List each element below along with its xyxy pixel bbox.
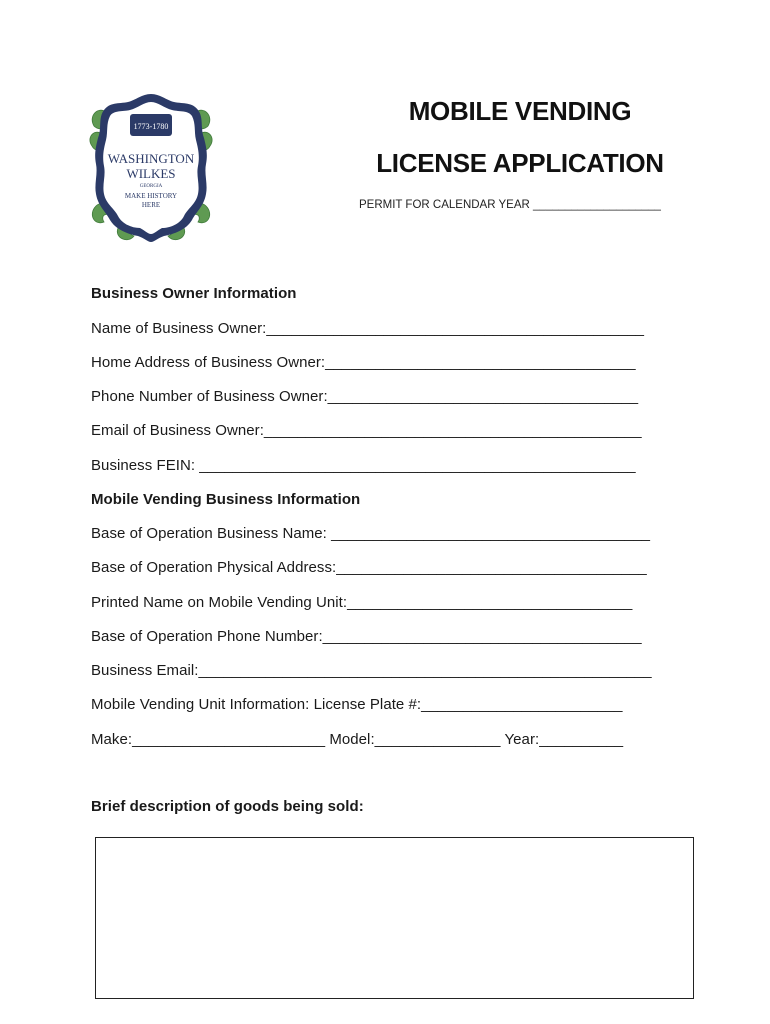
form-title-line1: MOBILE VENDING	[408, 96, 632, 126]
logo-tagline-line1: MAKE HISTORY	[124, 192, 178, 200]
owner-phone-field[interactable]: Phone Number of Business Owner:_____________________________________	[91, 388, 639, 405]
logo-year-text: 1773-1780	[133, 122, 169, 131]
owner-email-field[interactable]: Email of Business Owner:_____________________________________________	[91, 422, 642, 439]
owner-name-field[interactable]: Name of Business Owner:_____________________________________________	[91, 320, 645, 337]
license-plate-field[interactable]: Mobile Vending Unit Information: License Plate #:________________________	[91, 696, 623, 713]
base-phone-field[interactable]: Base of Operation Phone Number:______________________________________	[91, 628, 642, 645]
logo-state: GEORGIA	[139, 184, 163, 189]
logo-name-line2: WILKES	[126, 166, 176, 181]
permit-year-field[interactable]: PERMIT FOR CALENDAR YEAR ____________________	[359, 199, 661, 211]
logo-name-line1: WASHINGTON	[107, 151, 195, 166]
business-email-field[interactable]: Business Email:______________________________________________________	[91, 662, 652, 679]
vending-section-heading: Mobile Vending Business Information	[91, 491, 361, 508]
form-title-line2: LICENSE APPLICATION	[376, 148, 664, 178]
make-model-year-field[interactable]: Make:_______________________ Model:_______________ Year:__________	[91, 731, 624, 748]
logo-tagline-line2: HERE	[141, 201, 161, 209]
goods-description-box[interactable]	[95, 837, 694, 999]
printed-name-on-unit-field[interactable]: Printed Name on Mobile Vending Unit:__________________________________	[91, 594, 633, 611]
description-heading: Brief description of goods being sold:	[91, 798, 364, 815]
washington-wilkes-seal-logo	[88, 88, 214, 246]
business-fein-field[interactable]: Business FEIN: ____________________________________________________	[91, 457, 636, 474]
owner-section-heading: Business Owner Information	[91, 285, 297, 302]
owner-home-address-field[interactable]: Home Address of Business Owner:_____________________________________	[91, 354, 636, 371]
base-physical-address-field[interactable]: Base of Operation Physical Address:_____________________________________	[91, 559, 647, 576]
base-business-name-field[interactable]: Base of Operation Business Name: ______________________________________	[91, 525, 651, 542]
